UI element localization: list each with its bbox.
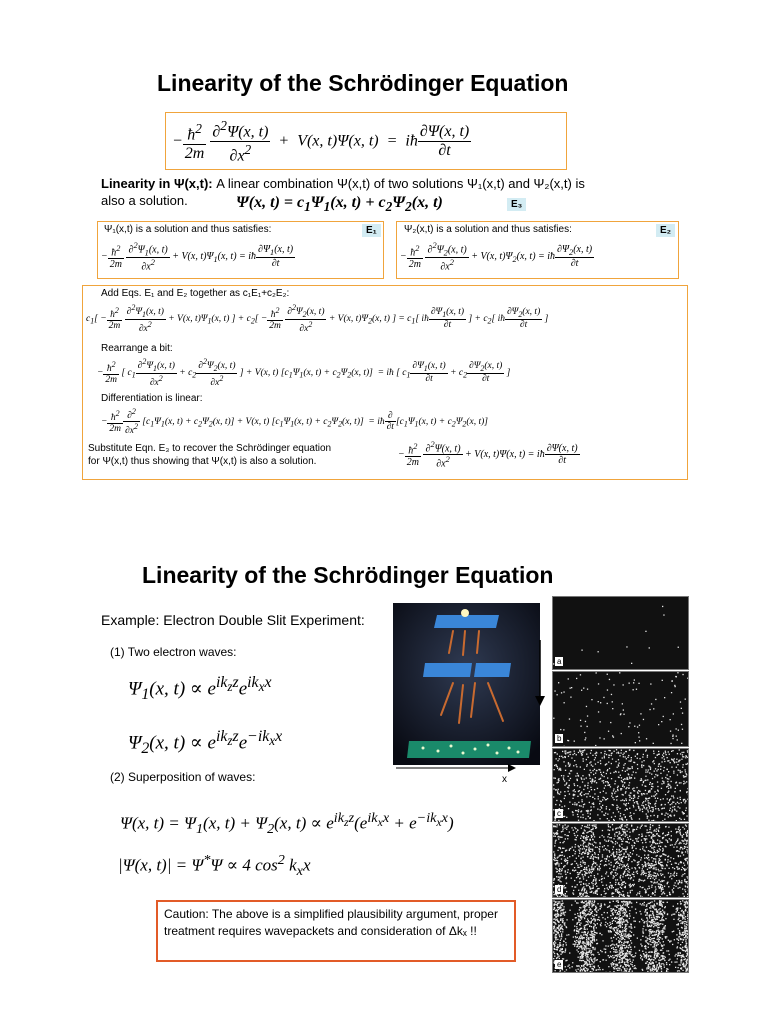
psi1-equation: $\Psi_1(x$, $t) \propto e^{ik_zz}e^{ik_xx}$ — [128, 674, 272, 704]
panel-b-dots — [553, 672, 688, 746]
x-axis-arrow — [396, 762, 516, 788]
double-slit-illustration — [393, 603, 540, 765]
equation-differentiation: − $\frac{ħ^2}{2m}$ $\frac{\partial^2}{\partial x^2}$ [$c_1\Psi_1(x$, $t) + c_2\Psi_2(x$, t)] + V(x, t) [$c_1\Psi_1(x$, $t) + c_2\Psi_2(x$, t)] = iħ $\frac{\partial}{\partial t}$ [$c_1\Psi_1(x$, $t) + c_2\Psi_2(x$, t)] — [101, 407, 489, 437]
panel-e — [552, 899, 689, 973]
equation-rearrange: − $\frac{ħ^2}{2m}$ [ $c_1$ $\frac{\partial^2\Psi_1(x, t)}{\partial x^2}$ + $c_2$ $\frac{\partial^2\Psi_2(x, t)}{\partial x^2}$ ] + V(x, t) [$c_1\Psi_1(x$, $t) + c_2\Psi_2(x$, t)] = iħ [ $c_1$ $\frac{\partial\Psi_1(x, t)}{\partial t}$ + $c_2$ $\frac{\partial\Psi_2(x, t)}{\partial t}$ ] — [97, 357, 511, 389]
caution-box: Caution: The above is a simplified plausibility argument, proper treatment requires wavepackets and consideration of Δkₓ !! — [156, 900, 516, 962]
slide2-title: Linearity of the Schrödinger Equation — [142, 562, 554, 588]
equation-add: $c_1$[ − $\frac{ħ^2}{2m}$ $\frac{\partial^2\Psi_1(x, t)}{\partial x^2}$ + V(x, $t)\Psi_1(x$, t) ] + $c_2$[ − $\frac{ħ^2}{2m}$ $\frac{\partial^2\Psi_2(x, t)}{\partial x^2}$ + V(x, $t)\Psi_2(x$, t) ] = $c_1$[ iħ $\frac{\partial\Psi_1(x, t)}{\partial t}$ ] + $c_2$[ iħ $\frac{\partial\Psi_2(x, t)}{\partial t}$ ] — [86, 303, 549, 335]
step-differentiation: Differentiation is linear: — [101, 393, 203, 404]
e2-text: Ψ₂(x,t) is a solution and thus satisfies: — [404, 224, 572, 235]
e2-equation: − $\frac{ħ^2}{2m}$ $\frac{\partial^2\Psi_2(x, t)}{\partial x^2}$ + V(x, $t)\Psi_2(x$, t) = iħ $\frac{\partial\Psi_2(x, t)}{\partial t}$ — [400, 241, 593, 273]
tag-e1: E₁ — [362, 224, 381, 237]
panel-e-dots — [553, 900, 688, 972]
example-label: Example: Electron Double Slit Experiment: — [101, 612, 365, 628]
panel-b — [552, 671, 689, 747]
step-rearrange: Rearrange a bit: — [101, 343, 173, 354]
linearity-label: Linearity in Ψ(x,t): — [101, 176, 213, 191]
main-equation: − $\frac{ħ^2}{2m}$ $\frac{\partial^2\Psi(x, t)}{\partial x^2}$ + V(x, t)Ψ(x, t) = iħ $\frac{\partial\Psi(x, t)}{\partial t}$ — [172, 118, 470, 165]
superposition-equation: Ψ(x, $t) = \Psi_1(x$, $t) + \Psi_2(x$, $t) \propto e^{ik_zz}(e^{ik_xx} + e^{-ik_xx})$ — [120, 810, 454, 838]
source-glow — [461, 609, 469, 617]
x-axis-label: x — [502, 774, 507, 785]
panel-c-label: c — [557, 809, 561, 818]
e1-text: Ψ₁(x,t) is a solution and thus satisfies: — [104, 224, 272, 235]
slit-plate-left — [423, 663, 472, 677]
modulus-equation: |Ψ(x, t)| = Ψ*Ψ ∝ 4 $\cos^2 k_xx$ — [118, 852, 311, 880]
panel-a-label: a — [557, 657, 562, 666]
time-arrow — [534, 640, 546, 706]
panel-d — [552, 823, 689, 898]
panel-c — [552, 748, 689, 822]
step-substitute-1: Substitute Eqn. E₃ to recover the Schrödinger equation — [88, 443, 332, 454]
linearity-text-2: also a solution. — [101, 193, 188, 208]
panel-b-label: b — [557, 734, 562, 743]
panel-c-dots — [553, 749, 688, 821]
electron-source — [434, 615, 499, 628]
e1-equation: − $\frac{ħ^2}{2m}$ $\frac{\partial^2\Psi_1(x, t)}{\partial x^2}$ + V(x, $t)\Psi_1(x$, t) = iħ $\frac{\partial\Psi_1(x, t)}{\partial t}$ — [101, 241, 294, 273]
combination-equation: Ψ(x, $t) = c_1\Psi_1(x$, $t) + c_2\Psi_2(x$, t) — [236, 194, 443, 215]
detection-screen — [407, 741, 531, 758]
step-substitute-2: for Ψ(x,t) thus showing that Ψ(x,t) is also a solution. — [88, 456, 317, 467]
linearity-text-1: A linear combination Ψ(x,t) of two solutions Ψ₁(x,t) and Ψ₂(x,t) is — [216, 176, 585, 191]
tag-e3: E₃ — [507, 198, 526, 211]
step-two-waves: (1) Two electron waves: — [110, 645, 237, 659]
panel-a-dots — [553, 597, 688, 669]
step-superposition: (2) Superposition of waves: — [110, 770, 256, 784]
step-add: Add Eqs. E₁ and E₂ together as c₁E₁+c₂E₂: — [101, 288, 290, 299]
slit-plate-right — [474, 663, 511, 677]
final-equation: − $\frac{ħ^2}{2m}$ $\frac{\partial^2\Psi(x, t)}{\partial x^2}$ + V(x, t)Ψ(x, t) = iħ $\frac{\partial\Psi(x, t)}{\partial t}$ — [398, 440, 578, 470]
tag-e2: E₂ — [656, 224, 675, 237]
psi2-equation: $\Psi_2(x$, $t) \propto e^{ik_zz}e^{-ik_xx}$ — [128, 728, 283, 758]
panel-a — [552, 596, 689, 670]
slide1-title: Linearity of the Schrödinger Equation — [157, 70, 569, 96]
panel-d-label: d — [557, 885, 562, 894]
panel-d-dots — [553, 824, 688, 897]
panel-e-label: e — [557, 960, 562, 969]
